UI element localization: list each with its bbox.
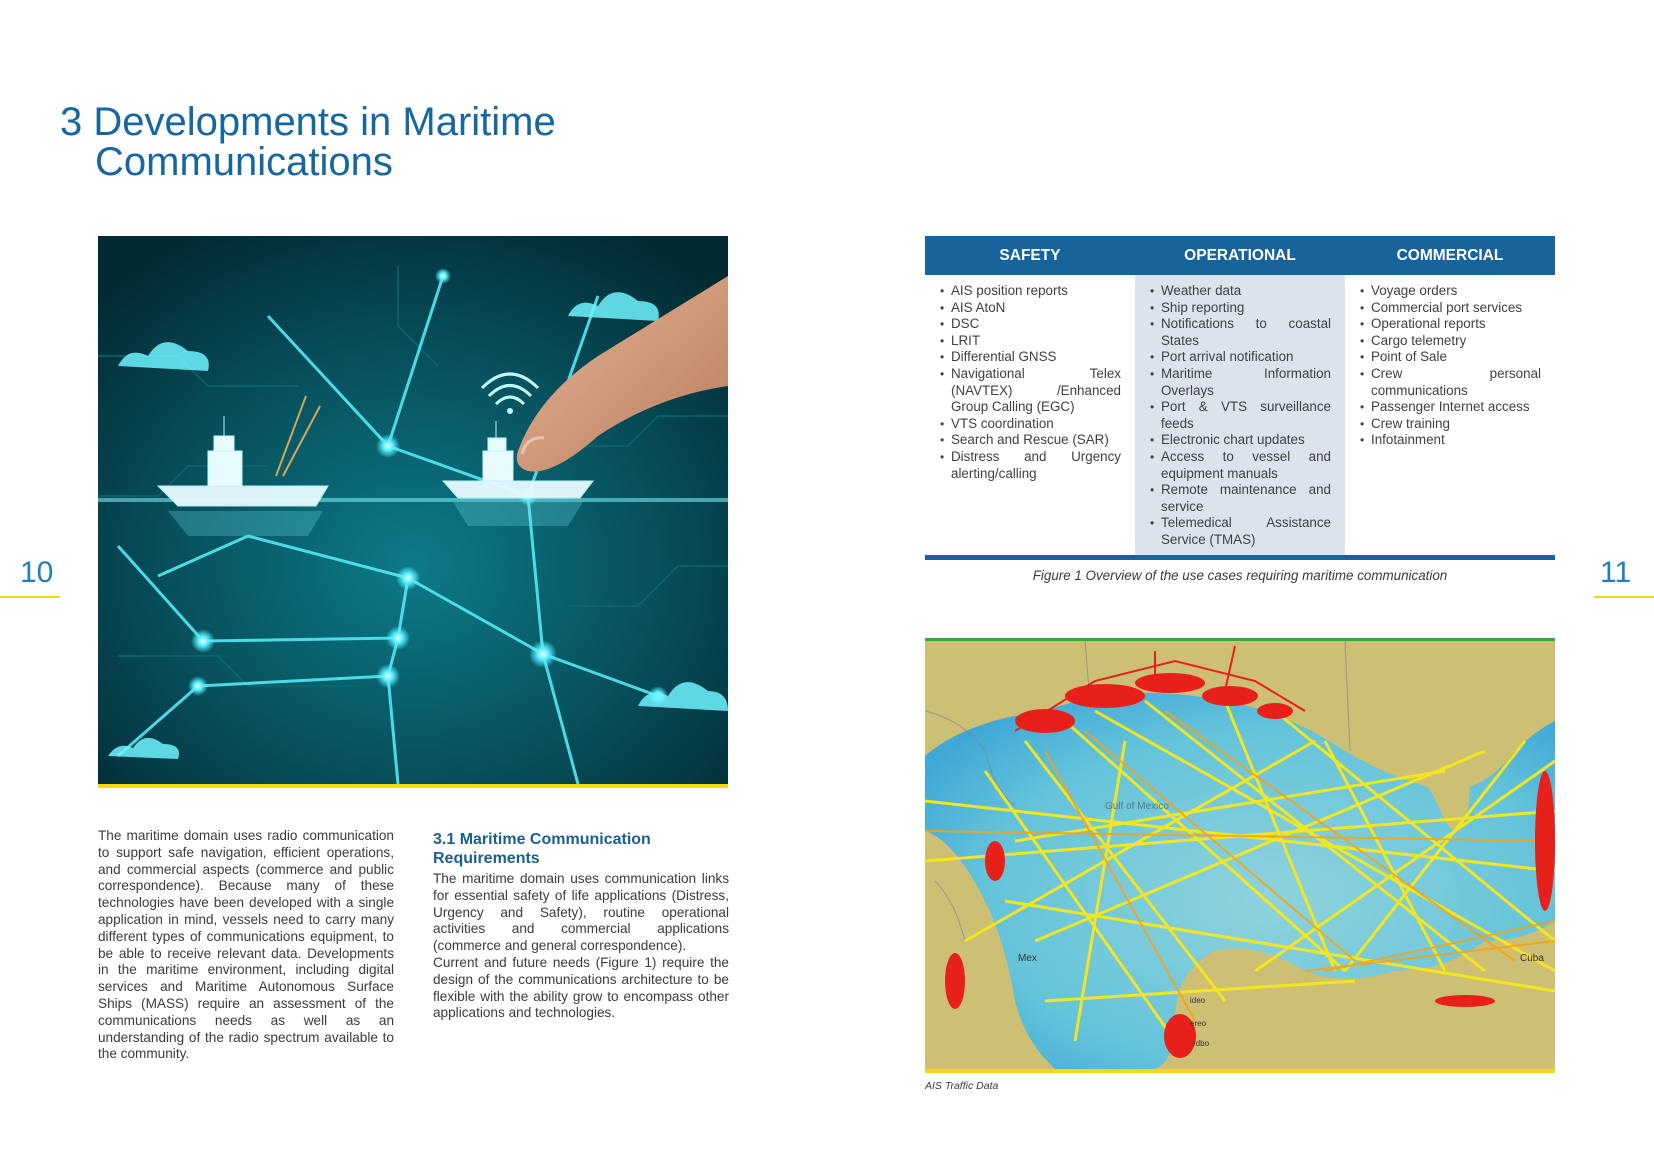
column-header-commercial: COMMERCIAL (1396, 247, 1504, 264)
hero-image-underline (98, 784, 728, 788)
map-label-gulf: Gulf of Mexico (1105, 801, 1169, 812)
use-case-item: • Ship reporting (1149, 300, 1331, 317)
use-case-item: • Port & VTS surveillance feeds (1149, 399, 1331, 432)
use-case-table-header (925, 236, 1555, 275)
use-case-item: • Search and Rescue (SAR) (939, 432, 1121, 449)
page-title: 3 Developments in Maritime Communications (60, 100, 556, 184)
use-case-item: • DSC (939, 316, 1121, 333)
use-case-column-operational (1135, 275, 1345, 555)
section-paragraph-2: Current and future needs (Figure 1) require the design of the communications architecture to be flexible with the ability grow to encompass other applications and technologies. (433, 954, 729, 1021)
use-case-item: • Navigational Telex (NAVTEX) /Enhanced Group Calling (EGC) (939, 366, 1121, 416)
figure-1-caption: Figure 1 Overview of the use cases requiring maritime communication (1032, 568, 1448, 583)
safety-list (939, 283, 1121, 482)
use-case-item: • Point of Sale (1359, 349, 1541, 366)
map-label-cuba: Cuba (1520, 953, 1544, 964)
map-label-city2: ereo (1190, 1019, 1207, 1028)
use-case-item: • Access to vessel and equipment manuals (1149, 449, 1331, 482)
use-case-item: • Telemedical Assistance Service (TMAS) (1149, 515, 1331, 548)
use-case-item: • Passenger Internet access (1359, 399, 1541, 416)
map-bottom-rule (925, 1069, 1555, 1073)
use-case-item: • AIS position reports (939, 283, 1121, 300)
use-case-item: • Commercial port services (1359, 300, 1541, 317)
map-label-city3: rdbo (1193, 1039, 1210, 1048)
use-case-table-bottom-rule (925, 555, 1555, 560)
page-number-left-rule (0, 596, 60, 598)
map-caption: AIS Traffic Data (925, 1080, 999, 1092)
section-paragraph-1: The maritime domain uses communication links for essential safety of life applications (Distress, Urgency and Safety), routine operational activities and commercial applications (commerce and general correspondence). (433, 871, 729, 954)
use-case-item: • Port arrival notification (1149, 349, 1331, 366)
column-header-safety: SAFETY (999, 247, 1061, 264)
use-case-item: • Differential GNSS (939, 349, 1121, 366)
use-case-item: • Infotainment (1359, 432, 1541, 449)
use-case-item: • AIS AtoN (939, 300, 1121, 317)
use-case-item: • Voyage orders (1359, 283, 1541, 300)
commercial-list (1359, 283, 1541, 449)
use-case-item: • Cargo telemetry (1359, 333, 1541, 350)
use-case-item: • Operational reports (1359, 316, 1541, 333)
use-case-item: • LRIT (939, 333, 1121, 350)
map-label-mex: Mex (1018, 953, 1037, 964)
page-number-right: 11 (1600, 556, 1632, 589)
hero-image-maritime-network (98, 236, 728, 784)
operational-list (1149, 283, 1331, 549)
use-case-item: • Weather data (1149, 283, 1331, 300)
intro-paragraph: The maritime domain uses radio communication to support safe navigation, efficient operations, and commercial aspects (commerce and public correspondence). Because many of these technologies have been developed with a single application in mind, vessels need to carry many different types of communications equipment, to be able to receive relevant data. Developments in the maritime environment, including digital services and Maritime Autonomous Surface Ships (MASS) require an assessment of the communications needs as well as an understanding of the radio spectrum available to the community. (98, 828, 394, 1062)
use-case-item: • Maritime Information Overlays (1149, 366, 1331, 399)
use-case-item: • Electronic chart updates (1149, 432, 1331, 449)
use-case-item: • Remote maintenance and service (1149, 482, 1331, 515)
section-body (433, 871, 729, 1022)
column-header-operational: OPERATIONAL (1184, 247, 1296, 264)
use-case-column-commercial (1345, 275, 1555, 555)
use-case-item: • Crew training (1359, 416, 1541, 433)
use-case-item: • VTS coordination (939, 416, 1121, 433)
use-case-item: • Distress and Urgency alerting/calling (939, 449, 1121, 482)
page-number-right-rule (1594, 596, 1654, 598)
section-heading: 3.1 Maritime Communication Requirements (433, 831, 651, 867)
use-case-item: • Notifications to coastal States (1149, 316, 1331, 349)
map-label-city1: ideo (1190, 996, 1206, 1005)
page-number-left: 10 (20, 556, 54, 589)
ais-traffic-map (925, 641, 1555, 1069)
use-case-item: • Crew personal communications (1359, 366, 1541, 399)
use-case-column-safety (925, 275, 1135, 555)
